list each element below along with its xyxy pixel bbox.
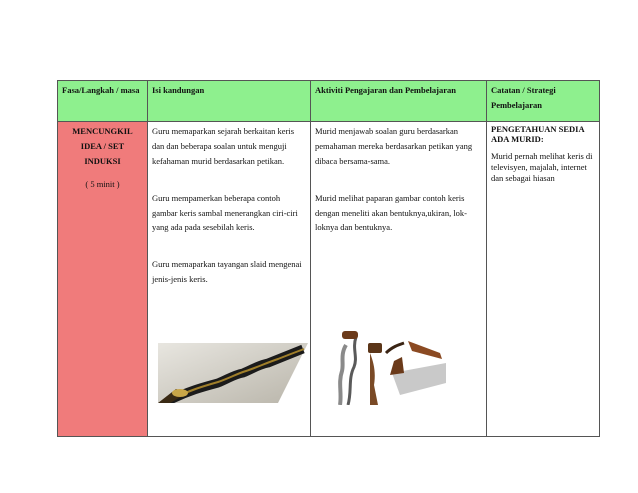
keris-wavy-photo — [158, 343, 308, 403]
activity-paragraph: Murid menjawab soalan guru berdasarkan pemahaman mereka berdasarkan petikan yang dibaca bersama-sama. — [315, 126, 473, 166]
phase-time: ( 5 minit ) — [85, 178, 120, 189]
content-paragraph: Guru mempamerkan beberapa contoh gambar keris sambal menerangkan ciri-ciri yang ada pada sesebilah keris. — [152, 192, 298, 233]
phase-line: INDUKSI — [84, 155, 121, 166]
table-header-row — [58, 81, 600, 122]
table-row — [58, 122, 600, 437]
header-phase: Fasa/Langkah / masa — [58, 81, 148, 122]
notes-title: PENGETAHUAN SEDIA ADA MURID: — [491, 124, 585, 144]
phase-line: MENCUNGKIL — [72, 126, 133, 136]
keris-set-photo — [330, 323, 450, 405]
content-paragraph: Guru memaparkan sejarah berkaitan keris dan dan beberapa soalan untuk menguji kefahaman murid berdasarkan petikan. — [152, 126, 295, 166]
activity-paragraph: Murid melihat paparan gambar contoh keris dengan meneliti akan bentuknya,ukiran, lok-loknya dan bentuknya. — [315, 192, 468, 233]
lesson-plan-table — [57, 80, 600, 437]
phase-line: IDEA / SET — [80, 140, 125, 151]
notes-cell — [487, 122, 600, 437]
notes-body: Murid pernah melihat keris di televisyen, majalah, internet dan sebagai hiasan — [491, 150, 593, 183]
header-activities: Aktiviti Pengajaran dan Pembelajaran — [311, 81, 487, 122]
phase-cell — [58, 122, 148, 437]
header-content: Isi kandungan — [148, 81, 311, 122]
header-notes: Catatan / Strategi Pembelajaran — [487, 81, 600, 122]
content-paragraph: Guru memaparkan tayangan slaid mengenai jenis-jenis keris. — [152, 259, 302, 285]
